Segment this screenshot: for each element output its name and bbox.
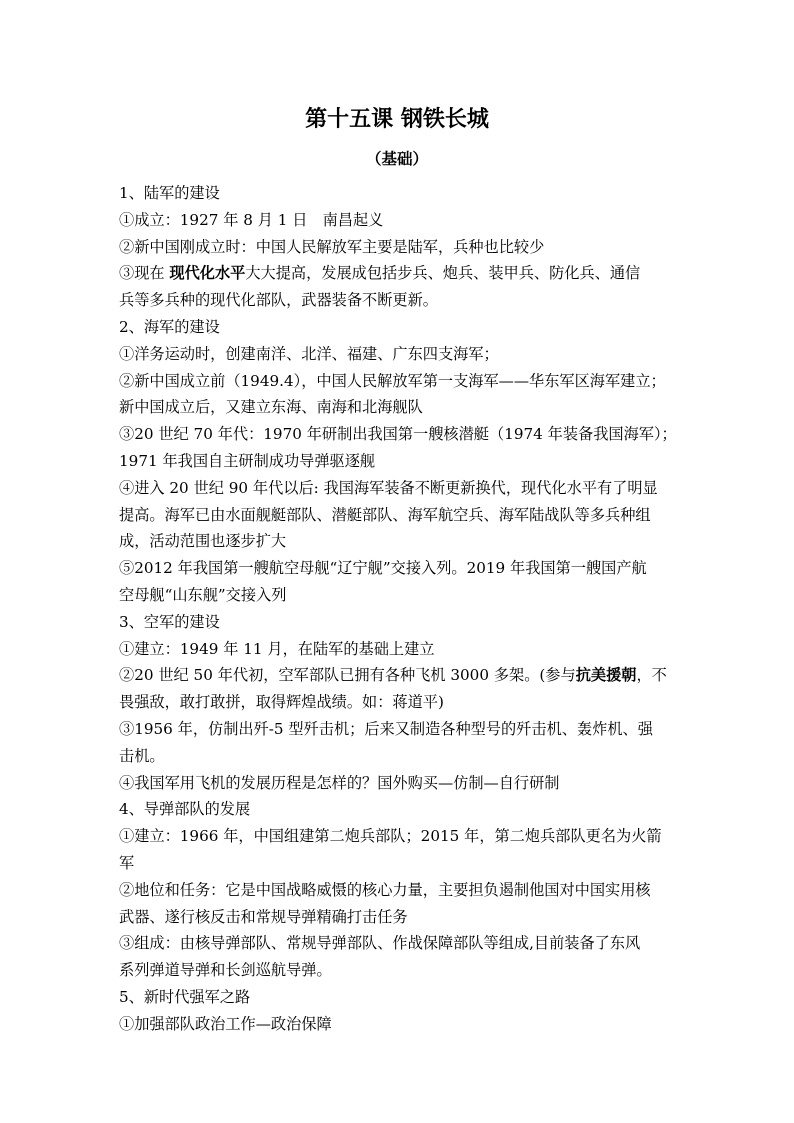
paragraph-line: ②地位和任务：它是中国战略威慑的核心力量，主要担负遏制他国对中国实用核 xyxy=(119,880,651,899)
paragraph-line: 畏强敌，敢打敢拼，取得辉煌战绩。如：蒋道平) xyxy=(119,693,444,712)
paragraph-line: 击机。 xyxy=(119,746,165,765)
section-heading-missile-force: 4、导弹部队的发展 xyxy=(119,800,251,819)
paragraph-line: ④进入 20 世纪 90 年代以后: 我国海军装备不断更新换代，现代化水平有了明显 xyxy=(119,478,658,497)
section-heading-army: 1、陆军的建设 xyxy=(119,184,220,202)
document-body xyxy=(119,180,682,1038)
paragraph-line: ③20 世纪 70 年代：1970 年研制出我国第一艘核潜艇（1974 年装备我国海军）； xyxy=(119,425,677,444)
paragraph-line: ③1956 年，仿制出歼-5 型歼击机；后来又制造各种型号的歼击机、轰炸机、强 xyxy=(119,719,653,738)
paragraph-line: 新中国成立后，又建立东海、南海和北海舰队 xyxy=(119,398,423,417)
paragraph-line: 兵等多兵种的现代化部队，武器装备不断更新。 xyxy=(119,291,438,310)
paragraph-line: 空母舰“山东舰”交接入列 xyxy=(119,585,287,604)
page-subtitle: （基础） xyxy=(365,149,428,168)
page-title: 第十五课 钢铁长城 xyxy=(305,106,489,132)
section-heading-navy: 2、海军的建设 xyxy=(119,317,220,336)
paragraph-line: ①建立：1966 年，中国组建第二炮兵部队；2015 年，第二炮兵部队更名为火箭 xyxy=(119,827,662,846)
paragraph-line: ③现在 现代化水平大大提高，发展成包括步兵、炮兵、装甲兵、防化兵、通信 xyxy=(119,264,641,283)
paragraph-line: ②新中国刚成立时：中国人民解放军主要是陆军，兵种也比较少 xyxy=(119,237,545,256)
paragraph-line: ④我国军用飞机的发展历程是怎样的？国外购买—仿制—自行研制 xyxy=(119,773,560,792)
paragraph-line: ③组成：由核导弹部队、常规导弹部队、作战保障部队等组成,目前装备了东风 xyxy=(119,934,641,953)
bold-keyword: 抗美援朝 xyxy=(575,666,637,685)
paragraph-line: ②新中国成立前（1949.4），中国人民解放军第一支海军——华东军区海军建立； xyxy=(119,371,666,390)
section-heading-new-era: 5、新时代强军之路 xyxy=(119,987,251,1006)
paragraph-line: 武器、遂行核反击和常规导弹精确打击任务 xyxy=(119,907,408,926)
paragraph-line: 系列弹道导弹和长剑巡航导弹。 xyxy=(119,961,332,980)
paragraph-line: ①成立：1927 年 8 月 1 日 南昌起义 xyxy=(119,210,384,229)
paragraph-line: ⑤2012 年我国第一艘航空母舰“辽宁舰”交接入列。2019 年我国第一艘国产航 xyxy=(119,559,647,578)
bold-keyword: 现代化水平 xyxy=(169,264,246,283)
paragraph-line: ①加强部队政治工作—政治保障 xyxy=(119,1014,332,1033)
paragraph-line: 成，活动范围也逐步扩大 xyxy=(119,532,287,551)
paragraph-line: ②20 世纪 50 年代初，空军部队已拥有各种飞机 3000 多架。(参与抗美援朝，不 xyxy=(119,666,667,685)
paragraph-line: 1971 年我国自主研制成功导弹驱逐舰 xyxy=(119,451,376,470)
paragraph-line: ①建立：1949 年 11 月，在陆军的基础上建立 xyxy=(119,639,435,658)
section-heading-air-force: 3、空军的建设 xyxy=(119,612,220,631)
paragraph-line: 军 xyxy=(119,853,135,872)
paragraph-line: 提高。海军已由水面舰艇部队、潜艇部队、海军航空兵、海军陆战队等多兵种组 xyxy=(119,505,651,524)
paragraph-line: ①洋务运动时，创建南洋、北洋、福建、广东四支海军； xyxy=(119,344,499,363)
